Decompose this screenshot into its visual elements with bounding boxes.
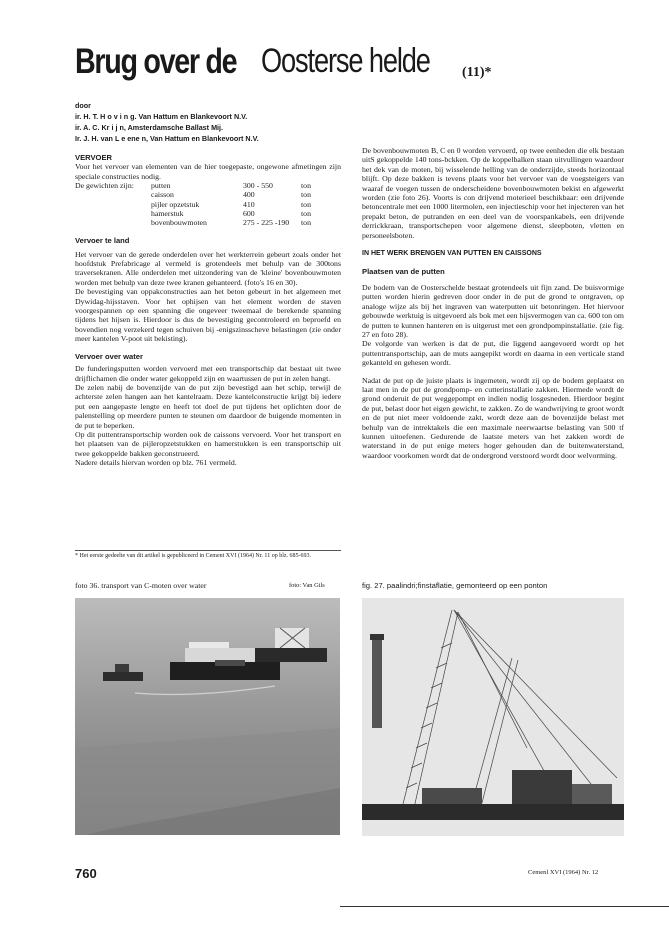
paragraph: Het vervoer van de gerede onderdelen over het werkterrein gebeurt zoals onder het hoofdstuk Prefabricage al vermeld is grotendeels met behulp van de 300tons traversekranen. Alle onderdelen met uitzondering van de 'kleine' bovenbouwmoten worden met behulp van deze twee kranen gehanteerd. (foto's 16 en 30). (75, 249, 341, 287)
paragraph: Op dit puttentransportschip worden ook de caissons vervoerd. Voor het transport en het plaatsen van de pijleropzetstukken en hamerstukken is een transportschip uit twee gekoppelde bakken geconstrueerd. (75, 429, 341, 458)
page-number: 760 (75, 866, 97, 881)
paragraph: Voor het vervoer van elementen van de hier toegepaste, ongewone afmetingen zijn speciale constructies nodig. (75, 162, 341, 181)
bottom-rule (340, 906, 669, 907)
weight-value: 275 - 225 -190 (243, 218, 290, 228)
weight-item: putten (151, 181, 171, 191)
heading-vervoer: VERVOER (75, 153, 112, 162)
paragraph: De bodem van de Oosterschelde bestaat grotendeels uit fijn zand. De buisvormige putten worden hierin gedreven door onder in de put de grond te ontgraven, op analoge wijze als bij het ingraven van waterputten uit betonringen. Het hiervoor gebouwde werktuig is uitgevoerd als bok met een hijsvermogen van ca. 600 ton om de putten te kunnen hanteren en is uitgerust met een grondpompinstallatie. (zie fig. 27 en foto 28). (362, 282, 624, 339)
figure-27-crane (362, 598, 624, 836)
paragraph: De zelen nabij de bovenzijde van de put zijn bevestigd aan het schip, terwijl de achterste zelen hangen aan het kantelraam. Deze kantelconstructie krijgt bij iedere put een aangepaste lengte en heeft tot doel de put tijdens het oplichten door de palenstelling op meerdere punten te steunen om daardoor de buigende momenten in de put te beperken. (75, 382, 341, 430)
paragraph: De bevestiging van oppakconstructies aan het beton gebeurt in het algemeen met Dywidag-hijsstaven. Voor het ophijsen van het element worden de staven voorgespannen op een spanning die ongeveer tweemaal de berekende spanning tijdens het hijsen is. Hierdoor is dus de bevestiging gecontroleerd en beproefd en bovendien nog verzekerd tegen schuiven bij -enigszinsscheve belastingen (zie onder meer kantelen V-poot uit bekisting). (75, 287, 341, 344)
weight-unit: ton (301, 190, 311, 200)
weight-value: 400 (243, 190, 255, 200)
weights-table (75, 181, 311, 227)
heading-vervoer-land: Vervoer te land (75, 236, 130, 246)
weight-value: 300 - 550 (243, 181, 273, 191)
photo-36-credit: foto: Van Gils (289, 582, 325, 589)
weight-unit: ton (301, 199, 311, 209)
weight-item: caisson (151, 190, 174, 200)
title-number: (11)* (462, 65, 492, 80)
fig-27-caption: fig. 27. paalindri;finstaflatie, gemonteerd op een ponton (362, 581, 548, 590)
paragraph: Nadere details hiervan worden op blz. 761 vermeld. (75, 458, 237, 468)
weight-unit: ton (301, 218, 311, 228)
column-right (362, 146, 624, 460)
weight-value: 410 (243, 199, 255, 209)
paragraph: Nadat de put op de juiste plaats is ingemeten, wordt zij op de bodem geplaatst en laat men in de put de grondpomp- en cutterinstallatie zakken. Hiermede wordt de grond onderuit de put weggepompt en indien nodig losgesneden. Hierdoor begint de put, belast door het eigen gewicht, te zakken. Zo de wandwrijving te groot wordt en de put niet meer voldoende zakt, wordt deze aan de bovenzijde belast met behulp van de intrektakels die een maximale neerwaartse belasting van 500 tf kunnen uitoefenen. Gedurende de laatste meters van het zakken wordt de waterstand in de put enige meters hoger gehouden dan de buitenwaterstand, waardoor voorkomen wordt dat de ondergrond verstoord wordt door welvorming. (362, 375, 624, 460)
weight-value: 600 (243, 208, 255, 218)
paragraph: De bovenbouwmoten B, C en 0 worden vervoerd, op twee eenheden die elk bestaan uitS gekoppelde 140 tons-bckken. Op de koppelbalken staan uitvullingen waardoor het dek van de moten, bij wisselende helling van de onderzijde, steeds horizontaal blijft. Op deze bakken is tevens plaats voor het vervoer van de voegsteigers van waaraf de voegen tussen de onderscheidene bovenbouwmoten bekist en afgewerkt worden (zie foto 26). Voorts is con drijvend moterieel beschikbaar: een drijvende betoncentrale met een 1000 litermolen, een injectieschip voor het injecteren van het prepakt beton, de putranden en een deel van de voorspankabels, een drijvende derrickkraan, transportschepen voor algemene dienst, sleepboten, vletten en personeelsboten. (362, 146, 624, 240)
article-title (75, 42, 492, 82)
paragraph: De funderingsputten worden vervoerd met een transportschip dat bestaat uit twee drijflichamen die onder water gekoppeld zijn en waartussen de put in zelen hangt. (75, 364, 341, 383)
author-line: ir. A. C. Kr i j n, Amsterdamsche Ballast Mij. (75, 123, 224, 132)
heading-werk: IN HET WERK BRENGEN VAN PUTTEN EN CAISSONS (362, 250, 542, 258)
heading-plaatsen: Plaatsen van de putten (362, 267, 445, 277)
paragraph: De volgorde van werken is dat de put, die liggend aangevoerd wordt op het puttentransportschip, aan de muts aangepikt wordt en daarna in een verticale stand gekanteld en gehesen wordt. (362, 339, 624, 368)
title-light: Oosterse helde (261, 42, 430, 80)
weight-unit: ton (301, 208, 311, 218)
author-block (75, 100, 259, 144)
title-bold: Brug over de (75, 42, 237, 81)
author-line: ir. H. T. H o v i n g. Van Hattum en Blankevoort N.V. (75, 112, 248, 121)
author-line: Ir. J. H. van L e ene n, Van Hattum en Blankevoort N.V. (75, 134, 259, 143)
barges-on-water-image (75, 598, 340, 835)
column-left (75, 153, 341, 468)
footnote: * Het eerste gedeelte van dit artikel is gepubliceerd in Cement XVI (1964) Nr. 11 op blz. 685-693. (75, 550, 341, 560)
crane-pontoon-drawing (362, 598, 624, 836)
journal-reference: Cemenl XVI (1964) Nr. 12 (528, 869, 599, 876)
weight-item: bovenbouwmoten (151, 218, 207, 228)
photo-36-caption: foto 36. transport van C-moten over water (75, 581, 207, 590)
heading-vervoer-water: Vervoer over water (75, 351, 143, 361)
photo-36-barges (75, 598, 340, 835)
weight-unit: ton (301, 181, 311, 191)
weight-item: hamerstuk (151, 208, 184, 218)
weights-label: De gewichten zijn: (75, 181, 134, 191)
author-intro: door (75, 101, 91, 110)
weight-item: pijler opzetstuk (151, 199, 200, 209)
